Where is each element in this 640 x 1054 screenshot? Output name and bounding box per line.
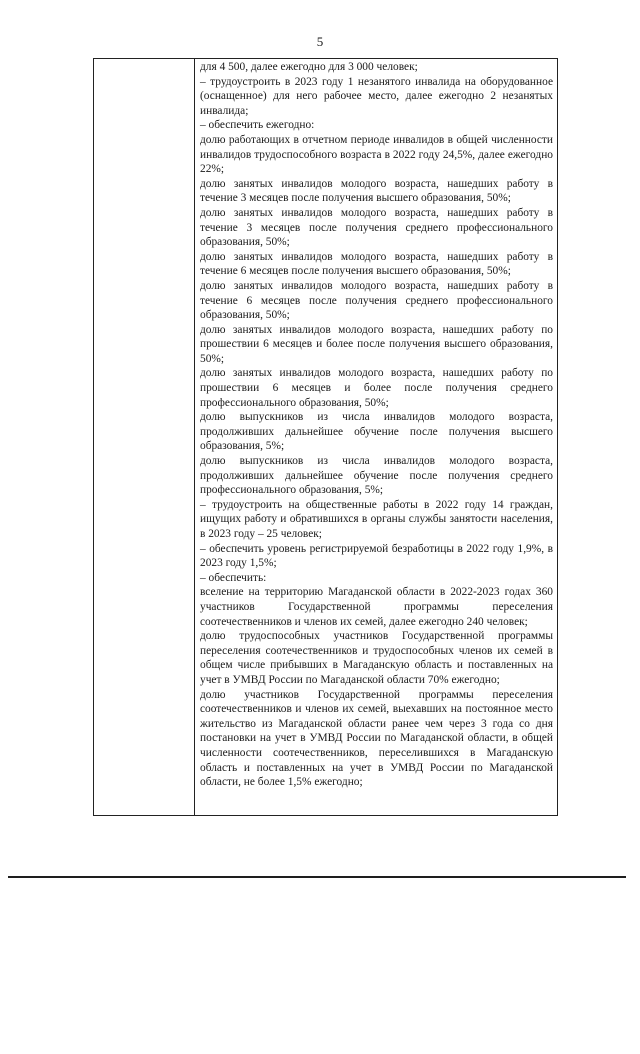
paragraph: долю работающих в отчетном периоде инвалидов в общей численности инвалидов трудоспособного возраста в 2022 году 24,5%, далее ежегодно 22%; [200, 133, 553, 176]
footer-rule [8, 876, 626, 878]
paragraph: долю занятых инвалидов молодого возраста, нашедших работу в течение 3 месяцев после получения среднего профессионального образования, 50%; [200, 206, 553, 249]
paragraph: – трудоустроить в 2023 году 1 незанятого инвалида на оборудованное (оснащенное) для него рабочее место, далее ежегодно 2 незанятых инвалида; [200, 75, 553, 117]
paragraph: – обеспечить: [200, 571, 267, 584]
paragraph: долю занятых инвалидов молодого возраста, нашедших работу по прошествии 6 месяцев и более после получения высшего образования, 50%; [200, 323, 553, 365]
paragraph: долю выпускников из числа инвалидов молодого возраста, продолживших дальнейшее обучение после получения среднего профессионального образования, 5%; [200, 455, 553, 497]
paragraph: долю участников Государственной программы переселения соотечественников и членов их семей, выехавших на постоянное место жительство из Магаданской области ранее чем через 3 года со дня постановки на учет в УМВД России по Магаданской области, в общей численности соотечественников, переселившихся в Магаданскую область и поставленных на учет в УМВД России по Магаданской области, не более 1,5% ежегодно; [200, 688, 553, 789]
paragraph: долю занятых инвалидов молодого возраста, нашедших работу в течение 6 месяцев после получения среднего профессионального образования, 50%; [200, 279, 553, 322]
paragraph: для 4 500, далее ежегодно для 3 000 человек; [200, 61, 418, 73]
paragraph: – обеспечить ежегодно: [200, 119, 315, 132]
paragraph: вселение на территорию Магаданской области в 2022-2023 годах 360 участников Государственной программы переселения соотечественников и членов их семей, далее ежегодно 240 человек; [200, 586, 553, 628]
paragraph: долю занятых инвалидов молодого возраста, нашедших работу в течение 3 месяцев после получения высшего образования, 50%; [200, 177, 553, 205]
paragraph: долю занятых инвалидов молодого возраста, нашедших работу по прошествии 6 месяцев и более после получения среднего профессионального образования, 50%; [200, 367, 553, 409]
paragraph: долю выпускников из числа инвалидов молодого возраста, продолживших дальнейшее обучение после получения высшего образования, 5%; [200, 411, 553, 453]
paragraph: долю занятых инвалидов молодого возраста, нашедших работу в течение 6 месяцев после получения высшего образования, 50%; [200, 250, 553, 278]
table-right-column [196, 59, 557, 815]
paragraph: – обеспечить уровень регистрируемой безработицы в 2022 году 1,9%, в 2023 году 1,5%; [200, 542, 553, 570]
paragraph: долю трудоспособных участников Государственной программы переселения соотечественников и трудоспособных членов их семей в общем числе прибывших в Магаданскую область и поставленных на учет в УМВД России по Магаданской области 70% ежегодно; [200, 630, 553, 686]
content-table [93, 58, 558, 816]
table-left-column [94, 59, 195, 815]
paragraph: – трудоустроить на общественные работы в 2022 году 14 граждан, ищущих работу и обратившихся в органы службы занятости населения, в 2023 году – 25 человек; [200, 498, 553, 540]
page-number: 5 [316, 34, 324, 49]
